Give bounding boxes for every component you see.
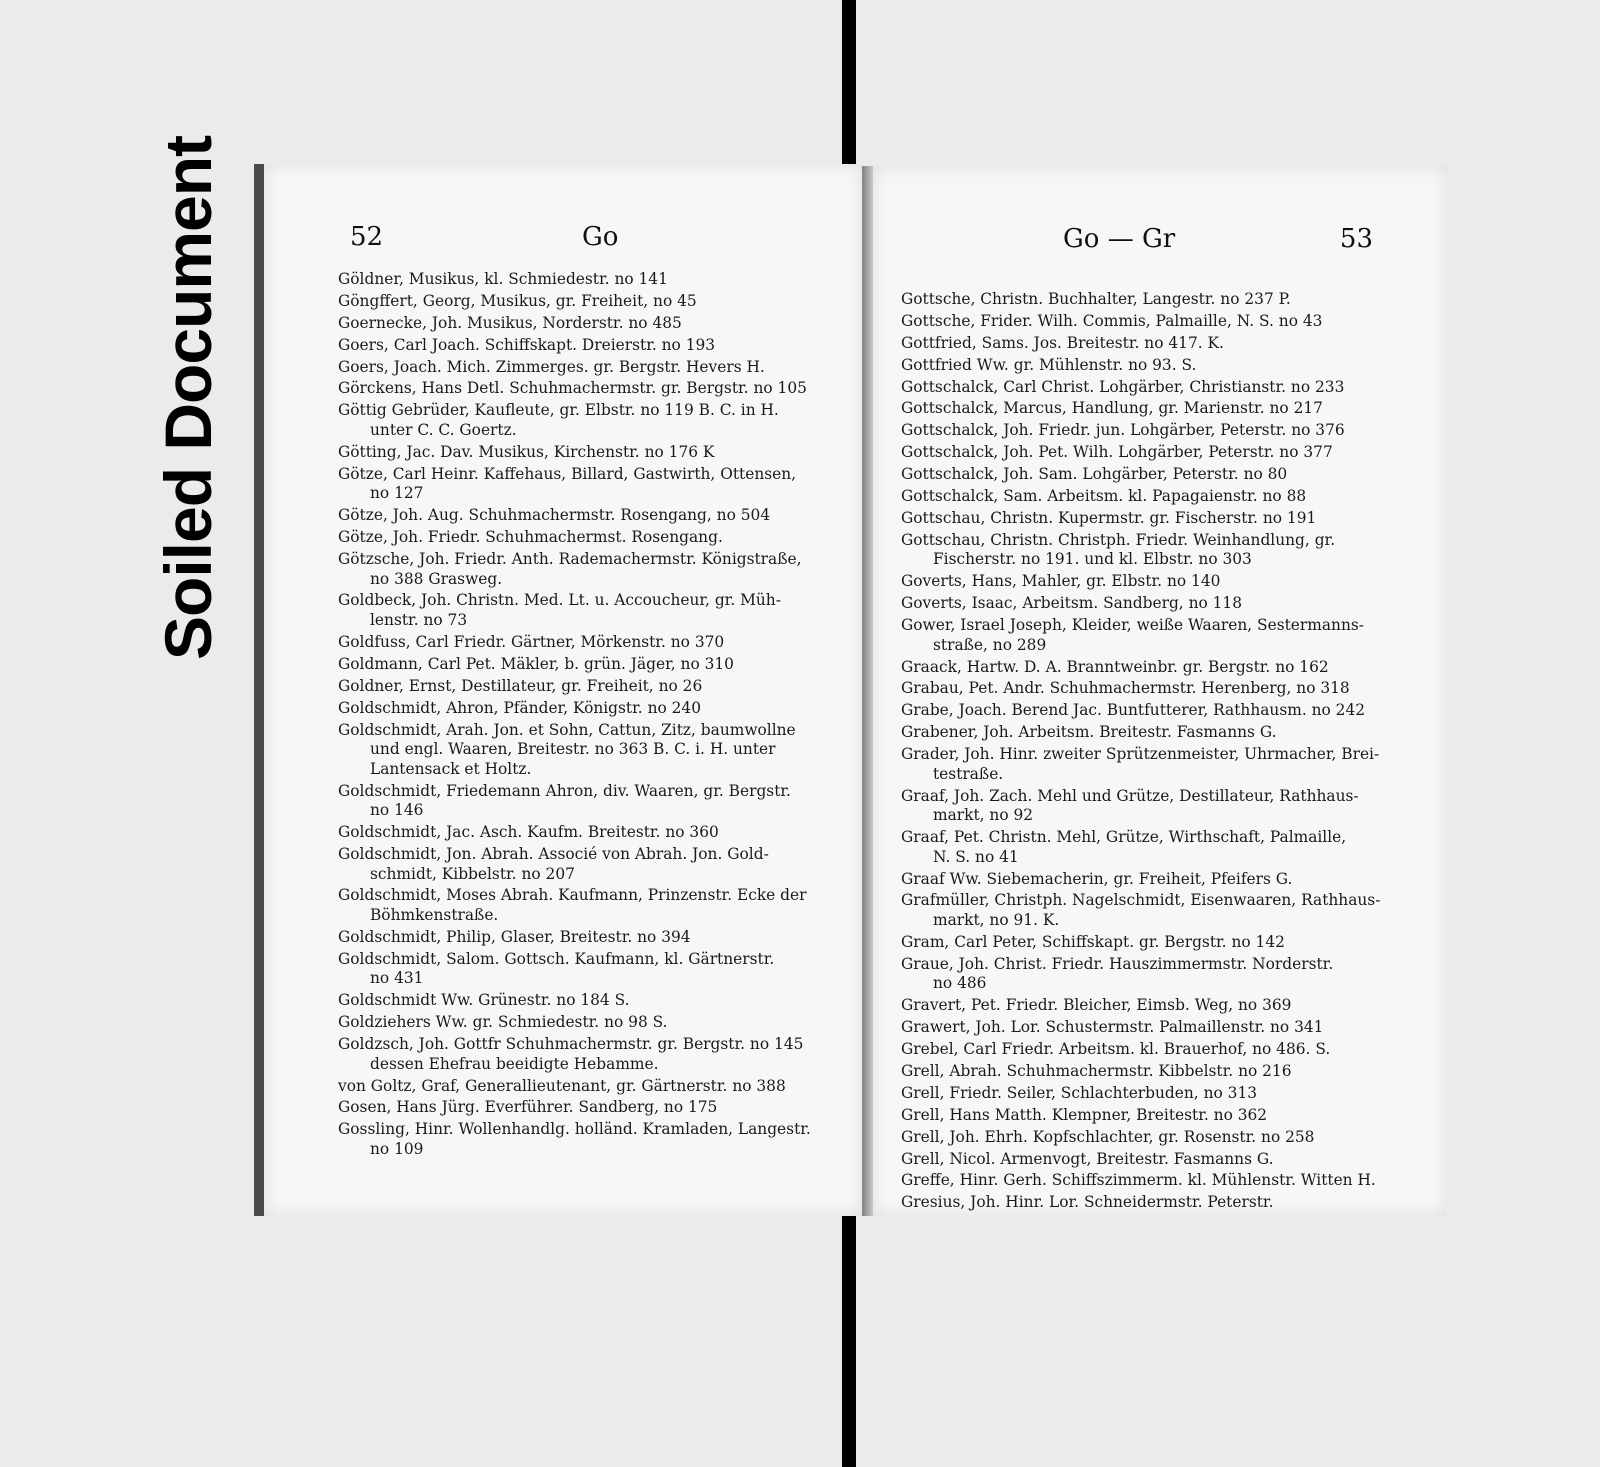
left-page-number: 52 xyxy=(350,222,384,252)
directory-entry xyxy=(338,270,836,290)
entry-line: Graaf, Pet. Christn. Mehl, Grütze, Wirthschaft, Palmaille, xyxy=(901,828,1347,847)
binding-strip-bottom xyxy=(842,1210,856,1467)
right-running-head: Go — Gr xyxy=(1063,224,1176,254)
directory-entry xyxy=(901,356,1425,376)
entry-line: Grell, Nicol. Armenvogt, Breitestr. Fasmanns G. xyxy=(901,1149,1274,1168)
directory-entry xyxy=(901,870,1425,890)
directory-entry xyxy=(338,1013,836,1033)
entry-line: Götzsche, Joh. Friedr. Anth. Rademachermstr. Königstraße, xyxy=(338,549,802,568)
entry-continuation-line: no 431 xyxy=(370,969,424,988)
entry-line: Götze, Carl Heinr. Kaffehaus, Billard, Gastwirth, Ottensen, xyxy=(338,464,797,483)
directory-entry xyxy=(338,886,836,925)
directory-entry xyxy=(338,401,836,440)
entry-line: Gottschalck, Joh. Pet. Wilh. Lohgärber, Peterstr. no 377 xyxy=(901,443,1333,462)
directory-entry xyxy=(901,509,1425,529)
entry-continuation-line: no 109 xyxy=(370,1139,424,1158)
directory-entry xyxy=(338,823,836,843)
directory-entry xyxy=(901,787,1425,826)
entry-continuation-line: straße, no 289 xyxy=(933,635,1047,654)
entry-line: Goldschmidt, Moses Abrah. Kaufmann, Prinzenstr. Ecke der xyxy=(338,886,807,905)
entry-line: Graaf Ww. Siebemacherin, gr. Freiheit, Pfeifers G. xyxy=(901,869,1293,888)
directory-entry xyxy=(901,616,1425,655)
entry-line: Grabe, Joach. Berend Jac. Buntfutterer, Rathhausm. no 242 xyxy=(901,701,1366,720)
directory-entry xyxy=(338,782,836,821)
entry-line: Goldschmidt, Friedemann Ahron, div. Waaren, gr. Bergstr. xyxy=(338,781,791,800)
directory-entry xyxy=(338,292,836,312)
entry-line: Grader, Joh. Hinr. zweiter Sprützenmeister, Uhrmacher, Brei- xyxy=(901,745,1380,764)
entry-line: Göldner, Musikus, kl. Schmiedestr. no 141 xyxy=(338,270,668,288)
entry-continuation-line: testraße. xyxy=(933,764,1004,783)
directory-entry xyxy=(901,594,1425,614)
directory-entry xyxy=(338,655,836,675)
entry-line: Grell, Abrah. Schuhmachermstr. Kibbelstr. no 216 xyxy=(901,1061,1292,1080)
directory-entry xyxy=(338,506,836,526)
directory-entry xyxy=(901,933,1425,953)
entry-line: Goldfuss, Carl Friedr. Gärtner, Mörkenstr. no 370 xyxy=(338,632,725,651)
entry-continuation-line: N. S. no 41 xyxy=(933,847,1019,866)
directory-entry xyxy=(338,465,836,504)
entry-line: Gosen, Hans Jürg. Everführer. Sandberg, no 175 xyxy=(338,1098,718,1117)
directory-entry xyxy=(901,1018,1425,1038)
right-page-header xyxy=(873,224,1447,264)
directory-entry xyxy=(901,955,1425,994)
directory-entry xyxy=(901,996,1425,1016)
directory-entry xyxy=(901,290,1425,310)
entry-line: Goldschmidt, Jon. Abrah. Associé von Abrah. Jon. Gold- xyxy=(338,844,769,863)
entry-continuation-line: no 486 xyxy=(933,974,987,993)
entry-line: Goldmann, Carl Pet. Mäkler, b. grün. Jäger, no 310 xyxy=(338,654,734,673)
directory-entry xyxy=(901,745,1425,784)
directory-entry xyxy=(901,399,1425,419)
directory-entry xyxy=(901,1062,1425,1082)
directory-entry xyxy=(338,358,836,378)
directory-entry xyxy=(901,658,1425,678)
entry-line: Gottsche, Frider. Wilh. Commis, Palmaille, N. S. no 43 xyxy=(901,311,1323,330)
entry-line: Gravert, Pet. Friedr. Bleicher, Eimsb. Weg, no 369 xyxy=(901,996,1292,1015)
directory-entry xyxy=(901,1106,1425,1126)
entry-line: Goers, Carl Joach. Schiffskapt. Dreierstr. no 193 xyxy=(338,335,716,354)
document-label: Soiled Document xyxy=(151,135,225,660)
directory-entry xyxy=(901,679,1425,699)
directory-entry xyxy=(901,1040,1425,1060)
entry-line: Graack, Hartw. D. A. Branntweinbr. gr. Bergstr. no 162 xyxy=(901,657,1329,676)
directory-entry xyxy=(338,699,836,719)
entry-line: Grabener, Joh. Arbeitsm. Breitestr. Fasmanns G. xyxy=(901,723,1277,742)
entry-line: Graue, Joh. Christ. Friedr. Hauszimmermstr. Norderstr. xyxy=(901,954,1334,973)
entry-continuation-line: dessen Ehefrau beeidigte Hebamme. xyxy=(370,1054,659,1073)
directory-entry xyxy=(338,336,836,356)
entry-line: Gossling, Hinr. Wollenhandlg. holländ. Kramladen, Langestr. xyxy=(338,1120,811,1139)
entry-line: Grell, Friedr. Seiler, Schlachterbuden, no 313 xyxy=(901,1083,1258,1102)
directory-entry xyxy=(338,314,836,334)
entry-line: Goernecke, Joh. Musikus, Norderstr. no 485 xyxy=(338,313,682,332)
entry-continuation-line: Lantensack et Holtz. xyxy=(370,759,532,778)
entry-line: Gottfried, Sams. Jos. Breitestr. no 417. K. xyxy=(901,333,1224,352)
entry-continuation-line: markt, no 92 xyxy=(933,806,1034,825)
entry-line: Gottschalck, Marcus, Handlung, gr. Marienstr. no 217 xyxy=(901,399,1323,418)
directory-entry xyxy=(901,1150,1425,1170)
directory-entry xyxy=(338,633,836,653)
entry-line: Gottfried Ww. gr. Mühlenstr. no 93. S. xyxy=(901,355,1197,374)
directory-entry xyxy=(338,721,836,780)
entry-line: Grebel, Carl Friedr. Arbeitsm. kl. Brauerhof, no 486. S. xyxy=(901,1040,1331,1059)
entry-line: Götze, Joh. Friedr. Schuhmachermst. Rosengang. xyxy=(338,528,723,547)
right-entry-list xyxy=(901,290,1425,1215)
directory-entry xyxy=(901,1171,1425,1191)
entry-line: Gower, Israel Joseph, Kleider, weiße Waaren, Sestermanns- xyxy=(901,616,1364,635)
entry-line: Goldschmidt Ww. Grünestr. no 184 S. xyxy=(338,991,630,1010)
directory-entry xyxy=(901,443,1425,463)
entry-line: Gottschalck, Sam. Arbeitsm. kl. Papagaienstr. no 88 xyxy=(901,487,1307,506)
directory-entry xyxy=(901,312,1425,332)
entry-continuation-line: lenstr. no 73 xyxy=(370,611,468,630)
entry-line: Graaf, Joh. Zach. Mehl und Grütze, Destillateur, Rathhaus- xyxy=(901,786,1359,805)
entry-continuation-line: no 146 xyxy=(370,801,424,820)
entry-line: Grell, Joh. Ehrh. Kopfschlachter, gr. Rosenstr. no 258 xyxy=(901,1127,1315,1146)
entry-line: Gottschau, Christn. Christph. Friedr. Weinhandlung, gr. xyxy=(901,530,1336,549)
entry-line: Gottschalck, Carl Christ. Lohgärber, Christianstr. no 233 xyxy=(901,377,1345,396)
entry-continuation-line: markt, no 91. K. xyxy=(933,911,1060,930)
entry-line: Gottschau, Christn. Kupermstr. gr. Fischerstr. no 191 xyxy=(901,508,1317,527)
right-page-number: 53 xyxy=(1339,224,1373,254)
directory-entry xyxy=(338,528,836,548)
binding-strip-top xyxy=(842,0,856,170)
directory-entry xyxy=(338,550,836,589)
entry-line: Gottschalck, Joh. Sam. Lohgärber, Peterstr. no 80 xyxy=(901,465,1288,484)
directory-entry xyxy=(338,928,836,948)
entry-line: Goldbeck, Joh. Christn. Med. Lt. u. Accoucheur, gr. Müh- xyxy=(338,591,781,610)
entry-continuation-line: Böhmkenstraße. xyxy=(370,906,499,925)
entry-line: Goverts, Isaac, Arbeitsm. Sandberg, no 118 xyxy=(901,594,1243,613)
left-entry-list xyxy=(338,270,836,1162)
entry-line: von Goltz, Graf, Generallieutenant, gr. Gärtnerstr. no 388 xyxy=(338,1076,786,1095)
directory-entry xyxy=(338,1077,836,1097)
entry-line: Goldner, Ernst, Destillateur, gr. Freiheit, no 26 xyxy=(338,676,703,695)
directory-entry xyxy=(901,531,1425,570)
entry-line: Gresius, Joh. Hinr. Lor. Schneidermstr. Peterstr. xyxy=(901,1193,1274,1212)
entry-continuation-line: schmidt, Kibbelstr. no 207 xyxy=(370,864,575,883)
entry-line: Goldschmidt, Salom. Gottsch. Kaufmann, kl. Gärtnerstr. xyxy=(338,949,775,968)
directory-entry xyxy=(338,443,836,463)
directory-entry xyxy=(901,1084,1425,1104)
directory-entry xyxy=(901,572,1425,592)
entry-line: Gottsche, Christn. Buchhalter, Langestr. no 237 P. xyxy=(901,290,1291,308)
right-page xyxy=(873,166,1447,1216)
entry-line: Göttig Gebrüder, Kaufleute, gr. Elbstr. no 119 B. C. in H. xyxy=(338,401,779,420)
entry-line: Goldschmidt, Arah. Jon. et Sohn, Cattun, Zitz, baumwollne xyxy=(338,720,796,739)
left-page xyxy=(254,164,862,1216)
directory-entry xyxy=(338,1120,836,1159)
entry-line: Grafmüller, Christph. Nagelschmidt, Eisenwaaren, Rathhaus- xyxy=(901,891,1381,910)
entry-line: Goldschmidt, Ahron, Pfänder, Königstr. no 240 xyxy=(338,698,702,717)
directory-entry xyxy=(901,828,1425,867)
entry-continuation-line: Fischerstr. no 191. und kl. Elbstr. no 303 xyxy=(933,550,1252,569)
directory-entry xyxy=(338,1035,836,1074)
entry-continuation-line: no 127 xyxy=(370,484,424,503)
directory-entry xyxy=(901,487,1425,507)
entry-line: Görckens, Hans Detl. Schuhmachermstr. gr. Bergstr. no 105 xyxy=(338,379,807,398)
directory-entry xyxy=(338,677,836,697)
directory-entry xyxy=(338,950,836,989)
left-page-header xyxy=(264,222,862,262)
left-running-head: Go xyxy=(582,222,619,252)
entry-line: Grabau, Pet. Andr. Schuhmachermstr. Herenberg, no 318 xyxy=(901,679,1350,698)
entry-line: Götting, Jac. Dav. Musikus, Kirchenstr. no 176 K xyxy=(338,442,715,461)
entry-line: Götze, Joh. Aug. Schuhmachermstr. Rosengang, no 504 xyxy=(338,506,771,525)
directory-entry xyxy=(901,723,1425,743)
entry-line: Gram, Carl Peter, Schiffskapt. gr. Bergstr. no 142 xyxy=(901,932,1285,951)
directory-entry xyxy=(901,334,1425,354)
entry-continuation-line: no 388 Grasweg. xyxy=(370,569,503,588)
directory-entry xyxy=(338,591,836,630)
directory-entry xyxy=(901,891,1425,930)
entry-line: Grawert, Joh. Lor. Schustermstr. Palmaillenstr. no 341 xyxy=(901,1018,1324,1037)
entry-line: Gottschalck, Joh. Friedr. jun. Lohgärber, Peterstr. no 376 xyxy=(901,421,1345,440)
entry-line: Grell, Hans Matth. Klempner, Breitestr. no 362 xyxy=(901,1105,1268,1124)
entry-line: Goldzsch, Joh. Gottfr Schuhmachermstr. gr. Bergstr. no 145 xyxy=(338,1035,804,1054)
directory-entry xyxy=(338,1098,836,1118)
directory-entry xyxy=(901,378,1425,398)
directory-entry xyxy=(338,845,836,884)
directory-entry xyxy=(901,465,1425,485)
entry-line: Greffe, Hinr. Gerh. Schiffszimmerm. kl. Mühlenstr. Witten H. xyxy=(901,1171,1376,1190)
entry-line: Goverts, Hans, Mahler, gr. Elbstr. no 140 xyxy=(901,572,1221,591)
directory-entry xyxy=(901,1128,1425,1148)
directory-entry xyxy=(901,701,1425,721)
directory-entry xyxy=(901,421,1425,441)
entry-line: Göngffert, Georg, Musikus, gr. Freiheit, no 45 xyxy=(338,291,697,310)
directory-entry xyxy=(338,379,836,399)
entry-line: Goldschmidt, Philip, Glaser, Breitestr. no 394 xyxy=(338,927,691,946)
entry-continuation-line: unter C. C. Goertz. xyxy=(370,420,517,439)
entry-line: Goldziehers Ww. gr. Schmiedestr. no 98 S. xyxy=(338,1013,668,1032)
entry-line: Goldschmidt, Jac. Asch. Kaufm. Breitestr. no 360 xyxy=(338,823,719,842)
entry-continuation-line: und engl. Waaren, Breitestr. no 363 B. C. i. H. unter xyxy=(370,740,776,759)
entry-line: Goers, Joach. Mich. Zimmerges. gr. Bergstr. Hevers H. xyxy=(338,357,765,376)
directory-entry xyxy=(338,991,836,1011)
directory-entry xyxy=(901,1193,1425,1213)
